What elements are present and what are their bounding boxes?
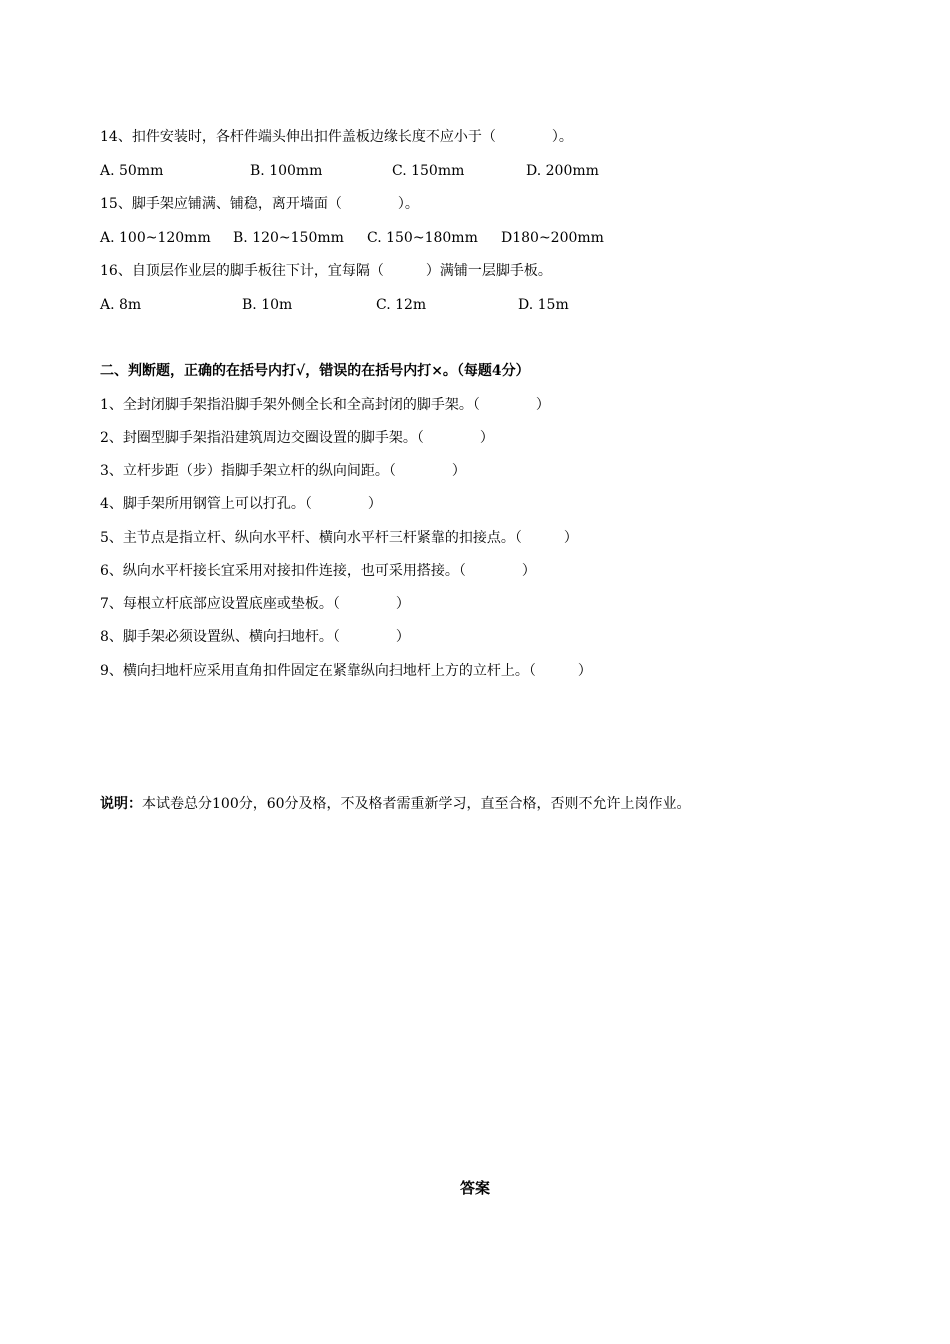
answer-title: 答案 [459, 1179, 490, 1197]
q14-option-c: C. 150mm [392, 163, 465, 179]
judgement-item-2: 2、封圈型脚手架指沿建筑周边交圈设置的脚手架。（ ） [100, 430, 494, 446]
note-text: 本试卷总分100分，60分及格，不及格者需重新学习，直至合格，否则不允许上岗作业。 [142, 796, 691, 812]
judgement-item-4: 4、脚手架所用钢管上可以打孔。（ ） [100, 496, 382, 512]
q14-option-b: B. 100mm [250, 163, 323, 179]
judgement-item-6: 6、纵向水平杆接长宜采用对接扣件连接，也可采用搭接。（ ） [100, 563, 536, 579]
q16-option-d: D. 15m [518, 297, 569, 313]
q15-option-c: C. 150~180mm [367, 230, 478, 246]
judgement-item-3: 3、立杆步距（步）指脚手架立杆的纵向间距。（ ） [100, 463, 466, 479]
exam-note [100, 794, 691, 814]
question-14: 14、扣件安装时，各杆件端头伸出扣件盖板边缘长度不应小于（ ）。 [100, 129, 573, 145]
q15-option-d: D180~200mm [501, 230, 604, 246]
judgement-item-9: 9、横向扫地杆应采用直角扣件固定在紧靠纵向扫地杆上方的立杆上。（ ） [100, 663, 592, 679]
q16-option-c: C. 12m [376, 297, 427, 313]
q14-option-a: A. 50mm [100, 163, 164, 179]
section-2-heading: 二、判断题，正确的在括号内打√，错误的在括号内打×。（每题4分） [100, 363, 530, 379]
q14-option-d: D. 200mm [526, 163, 599, 179]
judgement-item-1: 1、全封闭脚手架指沿脚手架外侧全长和全高封闭的脚手架。（ ） [100, 397, 550, 413]
q16-option-a: A. 8m [100, 297, 142, 313]
judgement-item-5: 5、主节点是指立杆、纵向水平杆、横向水平杆三杆紧靠的扣接点。（ ） [100, 530, 578, 546]
judgement-item-7: 7、每根立杆底部应设置底座或垫板。（ ） [100, 596, 410, 612]
note-label: 说明： [100, 796, 142, 812]
q15-option-b: B. 120~150mm [233, 230, 344, 246]
question-16: 16、自顶层作业层的脚手板往下计，宜每隔（ ）满铺一层脚手板。 [100, 263, 552, 279]
q15-option-a: A. 100~120mm [100, 230, 211, 246]
q16-option-b: B. 10m [242, 297, 293, 313]
judgement-item-8: 8、脚手架必须设置纵、横向扫地杆。（ ） [100, 629, 410, 645]
question-15: 15、脚手架应铺满、铺稳，离开墙面（ ）。 [100, 196, 419, 212]
